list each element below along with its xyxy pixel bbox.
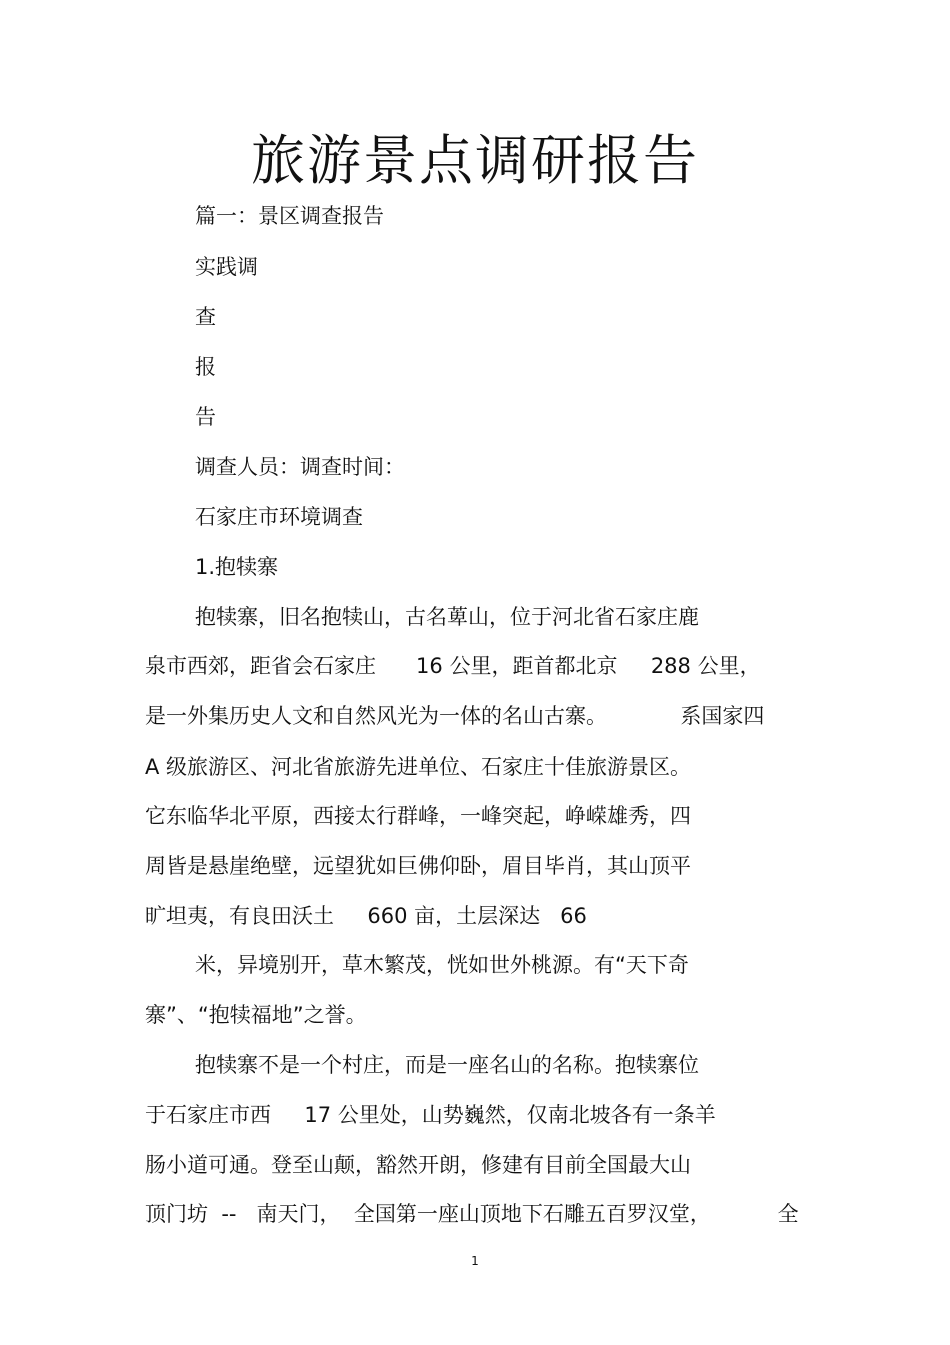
paragraph-line: 泉市西郊，距省会石家庄 16 公里，距首都北京 288 公里， bbox=[145, 654, 761, 678]
paragraph-line: 周皆是悬崖绝壁，远望犹如巨佛仰卧，眉目毕肖，其山顶平 bbox=[145, 854, 691, 878]
investigator-line: 调查人员：调查时间： bbox=[195, 455, 405, 479]
document-title: 旅游景点调研报告 bbox=[251, 129, 699, 192]
subsection-heading: 1.抱犊寨 bbox=[195, 555, 279, 579]
report-label-line: 告 bbox=[195, 405, 216, 429]
paragraph-line: 它东临华北平原，西接太行群峰，一峰突起，峥嵘雄秀，四 bbox=[145, 804, 691, 828]
paragraph-line: 旷坦夷，有良田沃土 660 亩，土层深达 66 bbox=[145, 904, 587, 928]
paragraph-line: A 级旅游区、河北省旅游先进单位、石家庄十佳旅游景区。 bbox=[145, 755, 692, 779]
paragraph-line: 于石家庄市西 17 公里处，山势巍然，仅南北坡各有一条羊 bbox=[145, 1103, 716, 1127]
report-label-line: 实践调 bbox=[195, 255, 258, 279]
subject-line: 石家庄市环境调查 bbox=[195, 505, 363, 529]
paragraph-line: 顶门坊 -- 南天门， 全国第一座山顶地下石雕五百罗汉堂， 全 bbox=[145, 1202, 799, 1226]
paragraph-line: 是一外集历史人文和自然风光为一体的名山古寨。 系国家四 bbox=[145, 704, 765, 728]
paragraph-line: 寨”、“抱犊福地”之誉。 bbox=[145, 1003, 367, 1027]
report-label-line: 报 bbox=[195, 355, 216, 379]
page-number: 1 bbox=[471, 1254, 479, 1268]
paragraph-line: 米，异境别开，草木繁茂，恍如世外桃源。有“天下奇 bbox=[195, 953, 689, 977]
paragraph-line: 抱犊寨不是一个村庄，而是一座名山的名称。抱犊寨位 bbox=[195, 1053, 699, 1077]
section-heading: 篇一：景区调查报告 bbox=[195, 204, 384, 228]
paragraph-line: 抱犊寨，旧名抱犊山，古名萆山，位于河北省石家庄鹿 bbox=[195, 605, 699, 629]
report-label-line: 查 bbox=[195, 305, 216, 329]
paragraph-line: 肠小道可通。登至山颠，豁然开朗，修建有目前全国最大山 bbox=[145, 1153, 691, 1177]
